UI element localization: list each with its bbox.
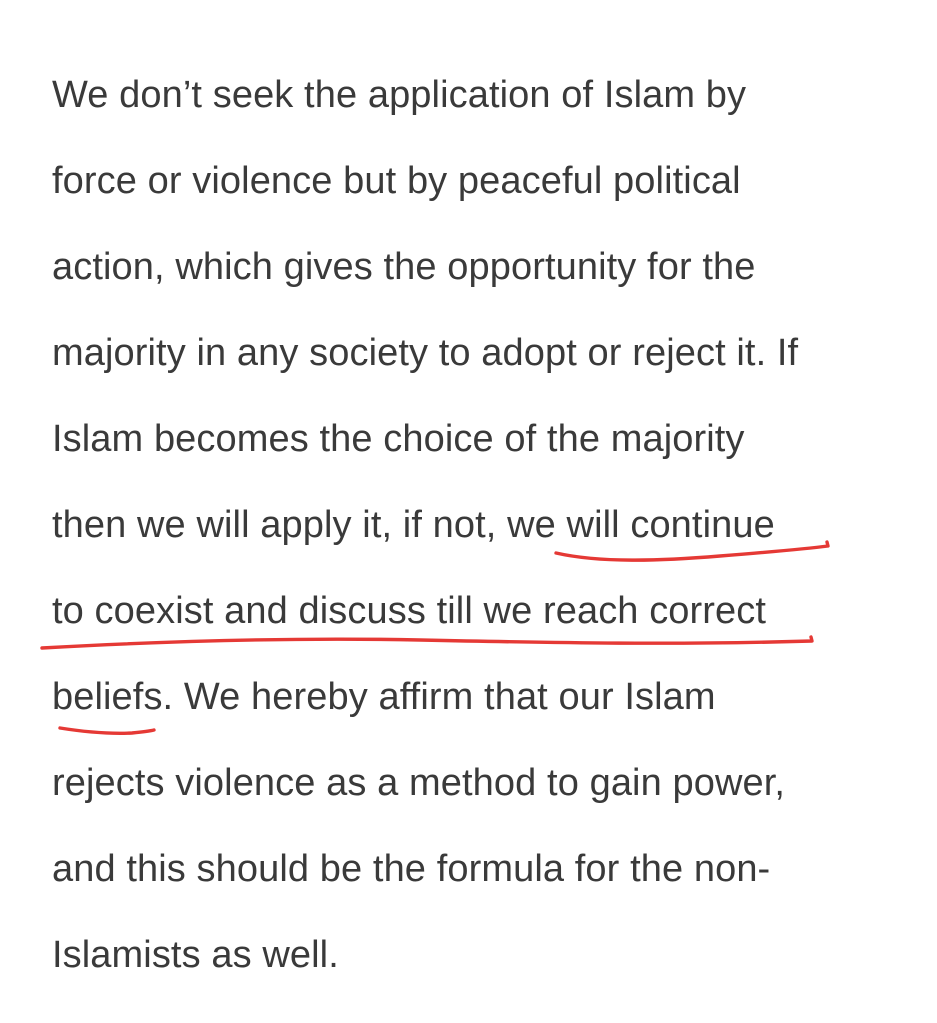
paragraph-line-11: Islamists as well. bbox=[52, 934, 339, 976]
paragraph-line-9: rejects violence as a method to gain power, bbox=[52, 762, 786, 804]
paragraph-line-7: to coexist and discuss till we reach correct bbox=[52, 590, 767, 632]
paragraph-line-5: Islam becomes the choice of the majority bbox=[52, 418, 745, 460]
paragraph-line-6: then we will apply it, if not, we will continue bbox=[52, 504, 775, 546]
paragraph-line-4: majority in any society to adopt or reject it. If bbox=[52, 332, 799, 374]
paragraph-line-10: and this should be the formula for the non- bbox=[52, 848, 771, 890]
quote-paragraph bbox=[52, 52, 912, 998]
paragraph-line-3: action, which gives the opportunity for the bbox=[52, 246, 756, 288]
paragraph-line-2: force or violence but by peaceful political bbox=[52, 160, 741, 202]
paragraph-line-1: We don’t seek the application of Islam by bbox=[52, 74, 747, 116]
paragraph-line-8: beliefs. We hereby affirm that our Islam bbox=[52, 676, 716, 718]
